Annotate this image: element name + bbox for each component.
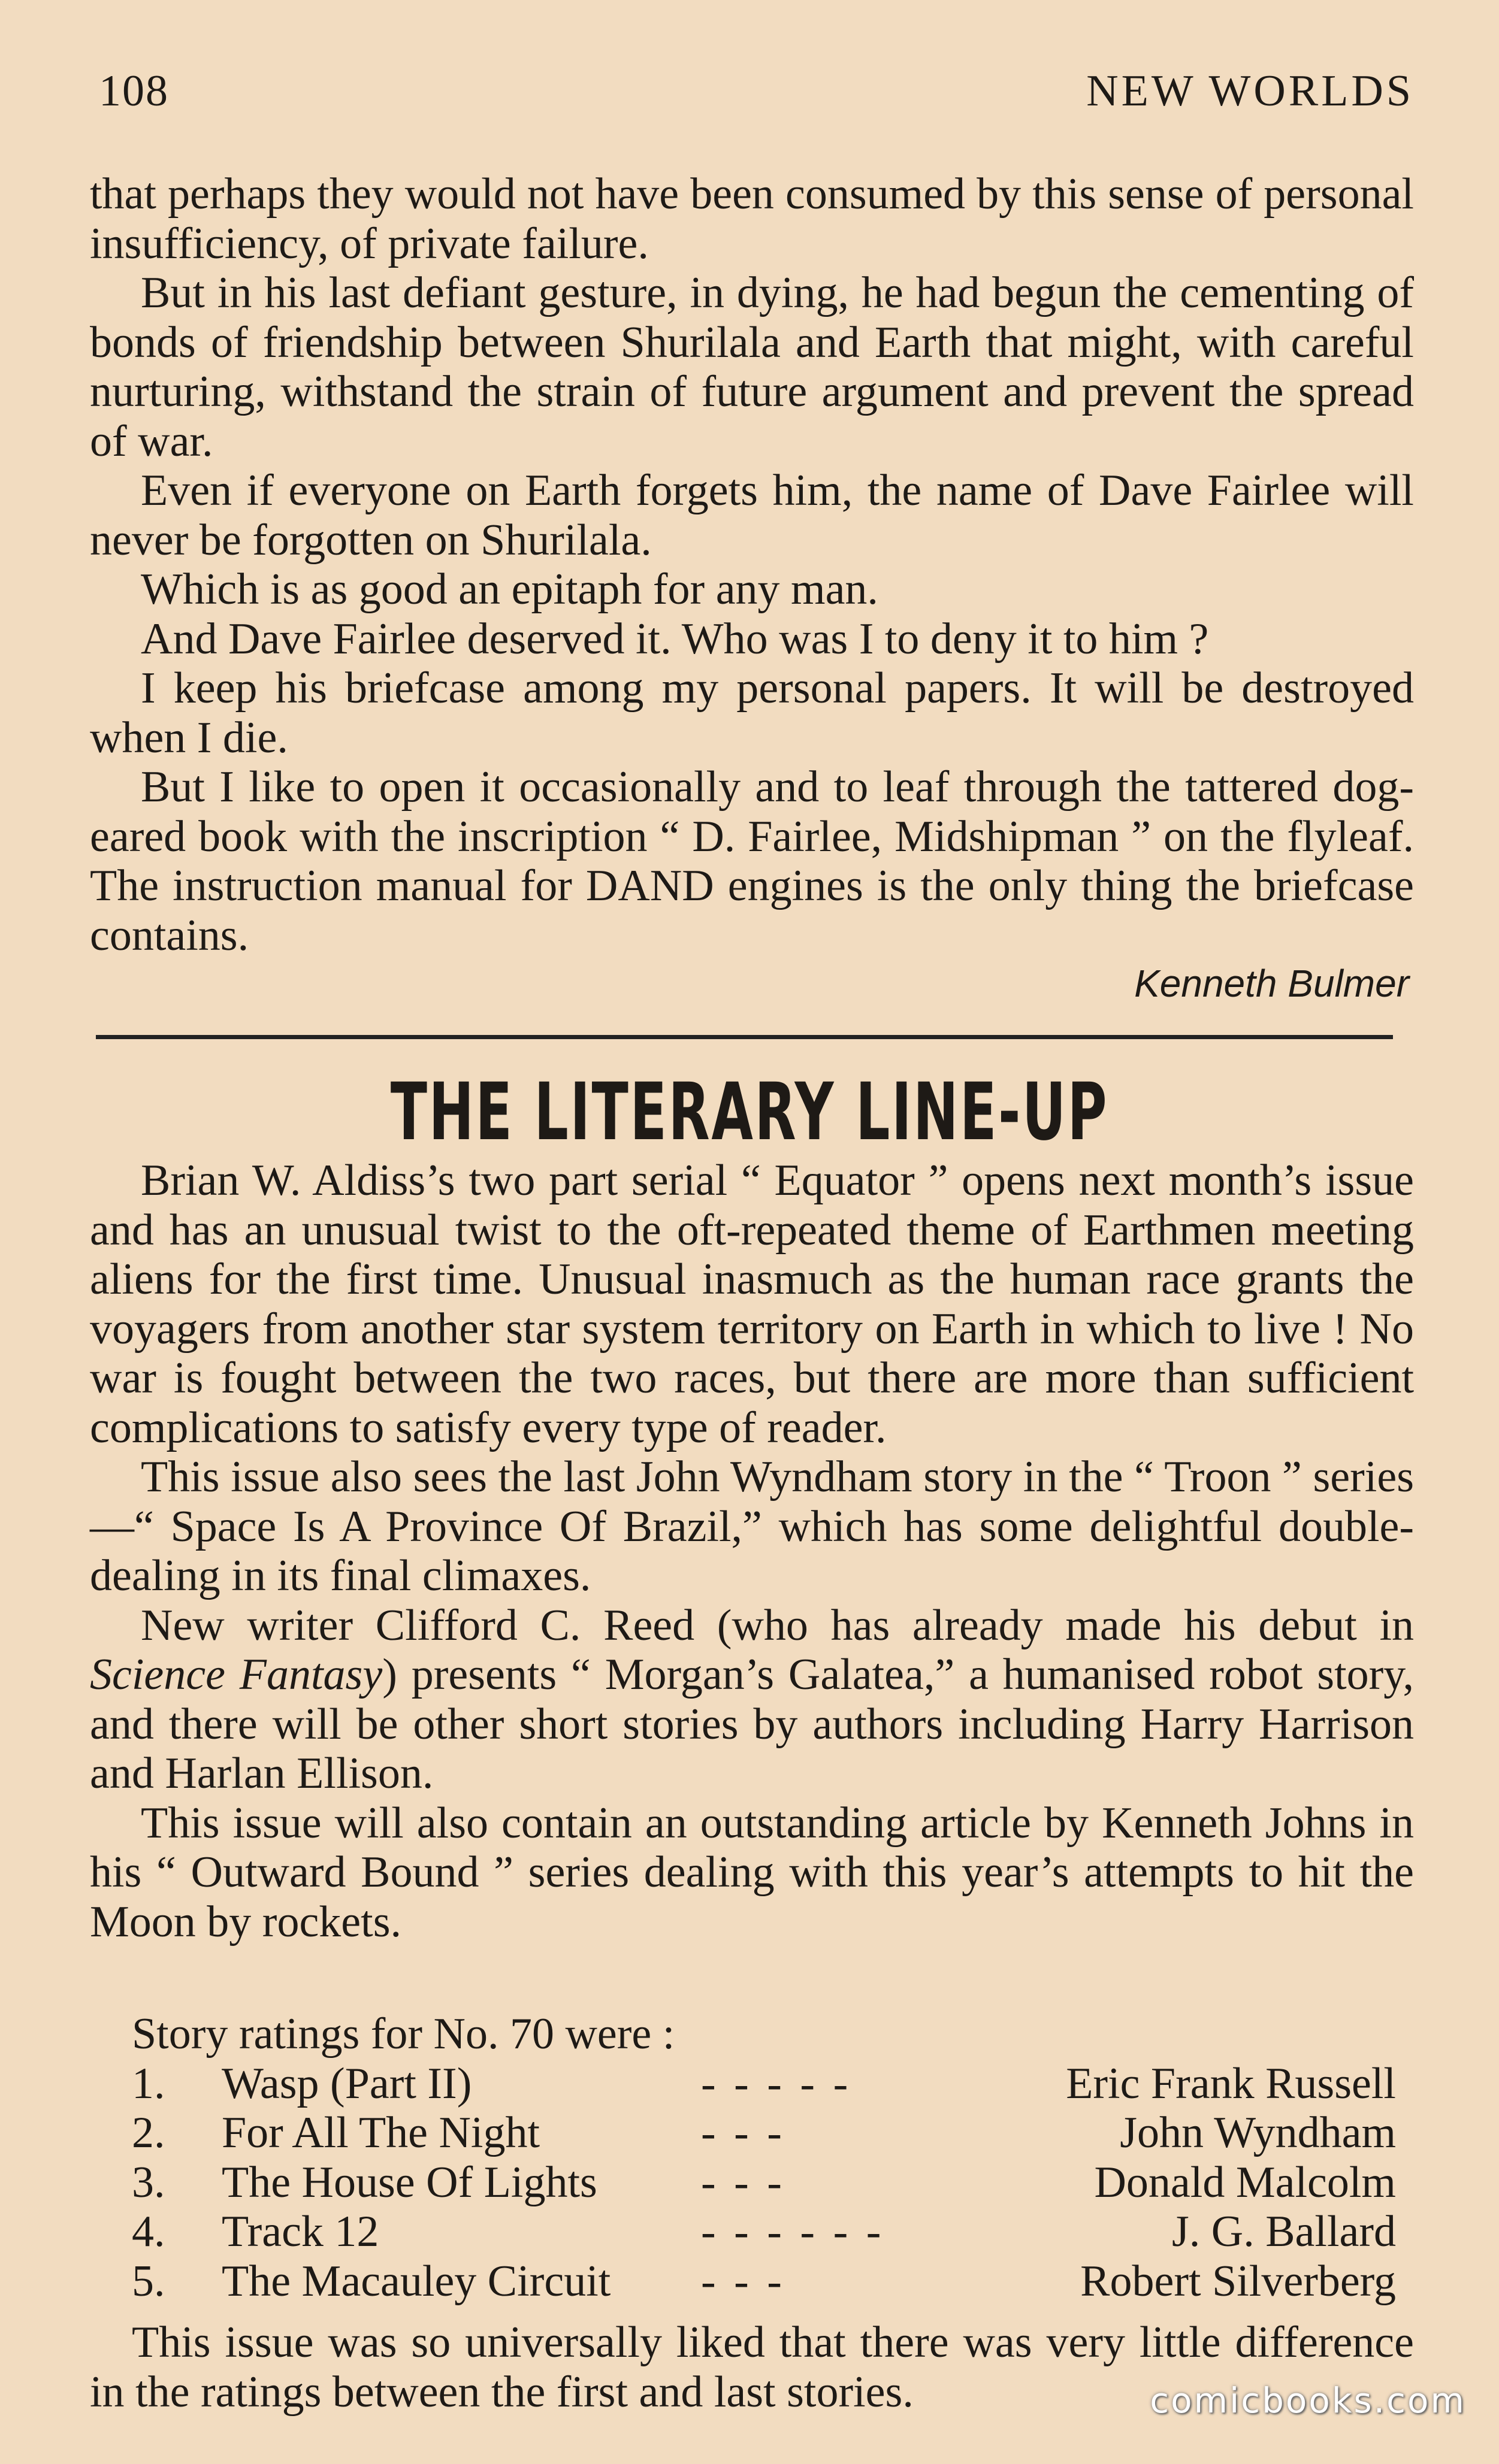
rating-number: 3.: [132, 2157, 165, 2207]
rating-number: 1.: [132, 2059, 165, 2108]
rating-number: 2.: [132, 2108, 165, 2157]
rating-row: [132, 2257, 1396, 2306]
story-ratings: [132, 2009, 1396, 2306]
story-paragraph: But I like to open it occasionally and to leaf through the tattered dog-eared book with the inscription “ D. Fairlee, Midshipman ” on the flyleaf. The instruction manual for DAND engines is the only thing the briefcase contains.: [90, 762, 1414, 960]
rating-number: 5.: [132, 2256, 165, 2306]
rating-author: Eric Frank Russell: [1066, 2059, 1396, 2108]
story-paragraph: But in his last defiant gesture, in dying, he had begun the cementing of bonds of friendship between Shurilala and Earth that might, with careful nurturing, withstand the strain of future argument and prevent the spread of war.: [90, 268, 1414, 466]
page-number: 108: [99, 66, 169, 116]
author-byline: Kenneth Bulmer: [1134, 962, 1409, 1005]
lineup-paragraph: This issue also sees the last John Wyndham story in the “ Troon ” series—“ Space Is A Province Of Brazil,” which has some delightful double-dealing in its final climaxes.: [90, 1452, 1414, 1600]
lineup-article: [90, 1156, 1414, 1947]
lineup-paragraph: Brian W. Aldiss’s two part serial “ Equator ” opens next month’s issue and has an unusual twist to the oft-repeated theme of Earthmen meeting aliens for the first time. Unusual inasmuch as the human race grants the voyagers from another star system territory on Earth in which to live ! No war is fought between the two races, but there are more than sufficient complications to satisfy every type of reader.: [90, 1156, 1414, 1452]
rating-title: For All The Night: [222, 2108, 540, 2157]
closing-paragraph: This issue was so universally liked that there was very little difference in the ratings between the first and last stories.: [90, 2318, 1414, 2417]
lineup-paragraph-reed: [90, 1601, 1414, 1799]
rating-leader: - - - - - -: [701, 2207, 885, 2256]
rating-title: The House Of Lights: [222, 2157, 597, 2207]
lineup-paragraph: This issue will also contain an outstanding article by Kenneth Johns in his “ Outward Bound ” series dealing with this year’s attempts to hit the Moon by rockets.: [90, 1798, 1414, 1947]
section-headline: THE LITERARY LINE-UP: [390, 1066, 1109, 1158]
page-header: [99, 66, 1414, 126]
ratings-intro: Story ratings for No. 70 were :: [132, 2009, 675, 2059]
story-paragraph: that perhaps they would not have been consumed by this sense of personal insufficiency, of private failure.: [90, 169, 1414, 268]
reed-text-before: New writer Clifford C. Reed (who has already made his debut in: [141, 1600, 1414, 1650]
rating-leader: - - -: [701, 2108, 785, 2157]
story-paragraph: Which is as good an epitaph for any man.: [141, 565, 878, 614]
rating-author: John Wyndham: [1120, 2108, 1396, 2157]
section-divider: [96, 1035, 1393, 1039]
rating-leader: - - - - -: [701, 2059, 852, 2108]
story-paragraph: Even if everyone on Earth forgets him, the name of Dave Fairlee will never be forgotten on Shurilala.: [90, 466, 1414, 565]
rating-row: [132, 2207, 1396, 2257]
rating-title: Wasp (Part II): [222, 2059, 472, 2108]
story-ending: [90, 169, 1414, 960]
story-paragraph: And Dave Fairlee deserved it. Who was I to deny it to him ?: [141, 614, 1209, 664]
rating-author: Robert Silverberg: [1080, 2256, 1396, 2306]
rating-leader: - - -: [701, 2157, 785, 2207]
rating-row: [132, 2059, 1396, 2109]
reed-text-after: ) presents “ Morgan’s Galatea,” a humanised robot story, and there will be other short stories by authors including Harry Harrison and Harlan Ellison.: [90, 1650, 1414, 1798]
rating-row: [132, 2158, 1396, 2208]
rating-row: [132, 2108, 1396, 2158]
magazine-title-italic: Science Fantasy: [90, 1650, 383, 1699]
running-head: NEW WORLDS: [1086, 66, 1414, 116]
rating-leader: - - -: [701, 2256, 785, 2306]
watermark: comicbooks.com: [1150, 2380, 1466, 2421]
rating-author: Donald Malcolm: [1094, 2157, 1396, 2207]
rating-author: J. G. Ballard: [1171, 2207, 1396, 2256]
rating-title: Track 12: [222, 2207, 379, 2256]
rating-title: The Macauley Circuit: [222, 2256, 611, 2306]
rating-number: 4.: [132, 2207, 165, 2256]
story-paragraph: I keep his briefcase among my personal papers. It will be destroyed when I die.: [90, 664, 1414, 762]
